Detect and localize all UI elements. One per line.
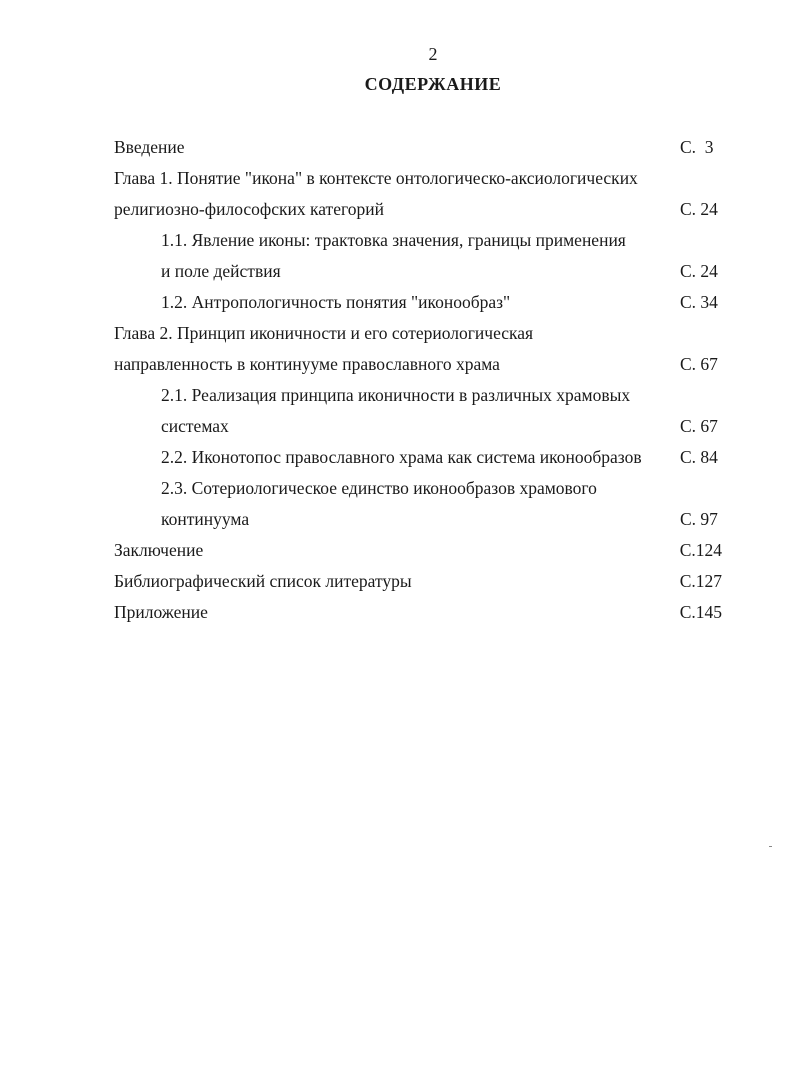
- toc-line-section-2-2: [0, 442, 792, 473]
- toc-entry-text: континуума: [161, 509, 250, 529]
- toc-entry-text: религиозно-философских категорий: [114, 199, 384, 219]
- toc-line-introduction: [0, 132, 792, 163]
- page-title: СОДЕРЖАНИЕ: [364, 74, 502, 94]
- toc-entry-text: Заключение: [114, 540, 204, 560]
- table-of-contents: [0, 132, 792, 628]
- toc-line-section-2-1: [0, 380, 792, 411]
- toc-entry-page: С. 67: [680, 416, 718, 436]
- toc-line-section-1-1-cont: [0, 256, 792, 287]
- toc-line-conclusion: [0, 535, 792, 566]
- toc-entry-text: Глава 1. Понятие "икона" в контексте онтологическо-аксиологических: [114, 168, 638, 188]
- toc-entry-text: Приложение: [114, 602, 208, 622]
- toc-entry-page: С. 34: [680, 292, 718, 312]
- toc-line-bibliography: [0, 566, 792, 597]
- scan-speck: [769, 846, 772, 847]
- toc-entry-text: 1.2. Антропологичность понятия "иконообраз": [161, 292, 511, 312]
- toc-entry-text: 2.3. Сотериологическое единство иконообразов храмового: [161, 478, 597, 498]
- toc-entry-page: С. 84: [680, 447, 718, 467]
- toc-line-chapter-2-cont: [0, 349, 792, 380]
- toc-entry-text: системах: [161, 416, 229, 436]
- toc-line-section-2-3: [0, 473, 792, 504]
- toc-line-section-2-3-cont: [0, 504, 792, 535]
- toc-entry-text: направленность в континууме православного храма: [114, 354, 500, 374]
- toc-entry-text: 2.2. Иконотопос православного храма как система иконообразов: [161, 447, 642, 467]
- toc-entry-page: С.127: [679, 571, 722, 591]
- toc-entry-text: и поле действия: [161, 261, 281, 281]
- toc-line-appendix: [0, 597, 792, 628]
- toc-entry-page: С. 24: [680, 199, 718, 219]
- page-number: 2: [428, 44, 438, 64]
- toc-entry-page: С.145: [679, 602, 722, 622]
- toc-entry-text: 1.1. Явление иконы: трактовка значения, границы применения: [161, 230, 626, 250]
- toc-line-chapter-2: [0, 318, 792, 349]
- toc-line-chapter-1-cont: [0, 194, 792, 225]
- toc-entry-page: С. 24: [680, 261, 718, 281]
- toc-line-section-1-1: [0, 225, 792, 256]
- toc-line-chapter-1: [0, 163, 792, 194]
- toc-entry-text: Глава 2. Принцип иконичности и его сотериологическая: [114, 323, 534, 343]
- toc-line-section-2-1-cont: [0, 411, 792, 442]
- toc-entry-text: Библиографический список литературы: [114, 571, 412, 591]
- toc-entry-text: 2.1. Реализация принципа иконичности в различных храмовых: [161, 385, 631, 405]
- toc-entry-page: С. 3: [680, 137, 714, 157]
- toc-entry-page: С.124: [679, 540, 722, 560]
- toc-line-section-1-2: [0, 287, 792, 318]
- toc-entry-page: С. 97: [680, 509, 718, 529]
- toc-entry-page: С. 67: [680, 354, 718, 374]
- toc-entry-text: Введение: [114, 137, 185, 157]
